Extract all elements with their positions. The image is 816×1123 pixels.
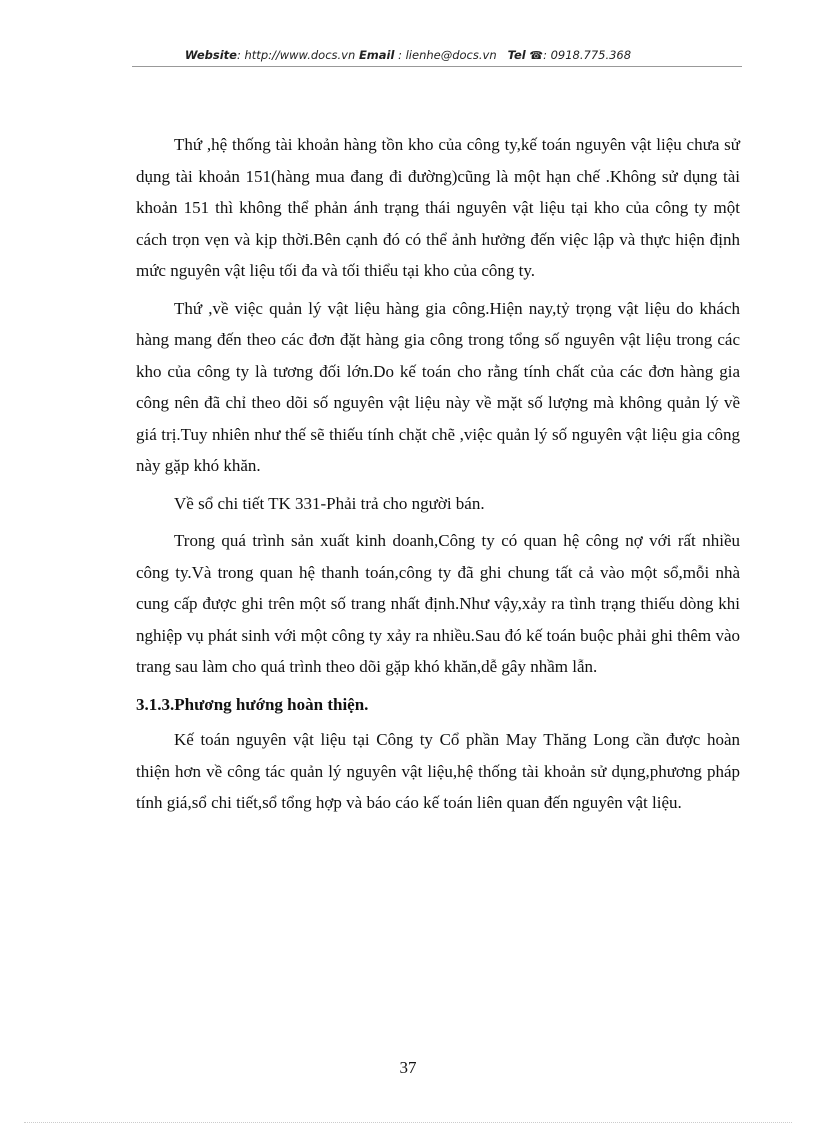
website-value: : http://www.docs.vn [236,48,356,62]
paragraph-account-system: Thứ ,hệ thống tài khoản hàng tồn kho của công ty,kế toán nguyên vật liệu chưa sử dụng tài khoản 151(hàng mua đang đi đường)cũng là một hạn chế .Không sử dụng tài khoản 151 thì không thể phản ánh trạng thái nguyên vật liệu tại kho của công ty một cách trọn vẹn và kịp thời.Bên cạnh đó có thể ảnh hưởng đến việc lập và thực hiện định mức nguyên vật liệu tối đa và tối thiểu tại kho của công ty. [136,135,740,280]
header-divider [132,66,742,67]
paragraph-debt-relations: Trong quá trình sản xuất kinh doanh,Công ty có quan hệ công nợ với rất nhiều công ty.Và trong quan hệ thanh toán,công ty đã ghi chung tất cả vào một sổ,mỗi nhà cung cấp được ghi trên một số trang nhất định.Như vậy,xảy ra tình trạng thiếu dòng khi nghiệp vụ phát sinh với một công ty xảy ra nhiều.Sau đó kế toán buộc phải ghi thêm vào trang sau làm cho quá trình theo dõi gặp khó khăn,dễ gây nhầm lẫn. [136,531,740,676]
paragraph-processing-materials: Thứ ,về việc quản lý vật liệu hàng gia công.Hiện nay,tỷ trọng vật liệu do khách hàng mang đến theo các đơn đặt hàng gia công trong tổng số nguyên vật liệu trong các kho của công ty là tương đối lớn.Do kế toán cho rằng tính chất của các đơn hàng gia công nên đã chỉ theo dõi số nguyên vật liệu này về mặt số lượng mà không quản lý về giá trị.Tuy nhiên như thế sẽ thiếu tính chặt chẽ ,việc quản lý số nguyên vật liệu gia công này gặp khó khăn. [136,298,740,475]
tel-label: Tel [507,48,526,62]
paragraph-improvement: Kế toán nguyên vật liệu tại Công ty Cổ phần May Thăng Long cần được hoàn thiện hơn về công tác quản lý nguyên vật liệu,hệ thống tài khoản sử dụng,phương pháp tính giá,sổ chi tiết,sổ tổng hợp và báo cáo kế toán liên quan đến nguyên vật liệu. [136,730,740,812]
website-label: Website [184,48,237,62]
section-heading: 3.1.3.Phương hướng hoàn thiện. [136,694,369,714]
tel-value: : 0918.775.368 [543,48,632,62]
page-number: 37 [399,1058,417,1077]
paragraph-tk331: Về sổ chi tiết TK 331-Phải trả cho người bán. [174,493,485,513]
email-label: Email [358,48,395,62]
document-body [136,129,740,821]
page-header [0,48,816,62]
telephone-icon: ☎ [529,49,544,62]
email-value: : lienhe@docs.vn [394,48,497,62]
